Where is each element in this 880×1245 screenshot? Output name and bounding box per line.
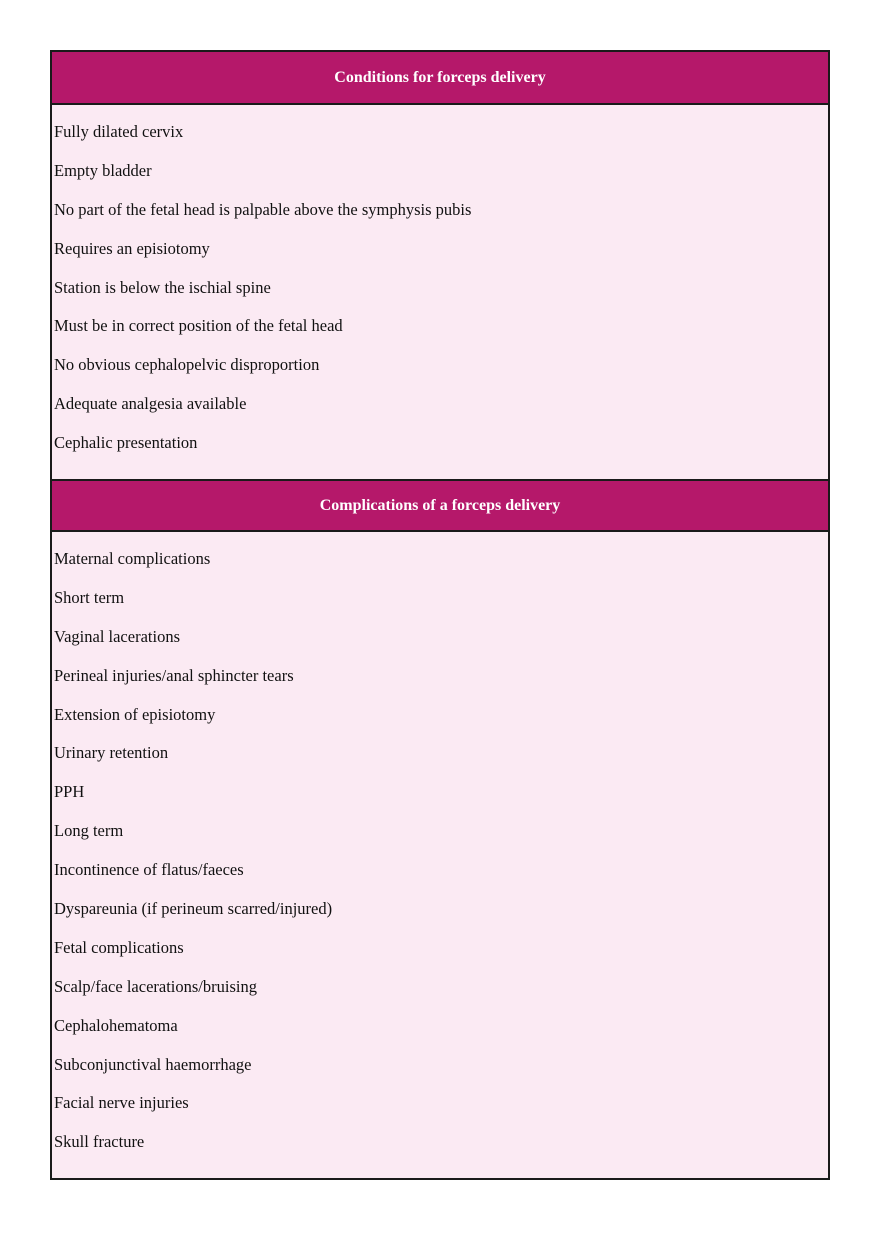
list-item: Cephalohematoma — [54, 1015, 178, 1035]
list-item: Empty bladder — [54, 160, 152, 180]
list-item: Subconjunctival haemorrhage — [54, 1054, 252, 1074]
list-item: Extension of episiotomy — [54, 704, 216, 724]
list-item: No obvious cephalopelvic disproportion — [54, 355, 320, 375]
forceps-delivery-table — [50, 50, 830, 1180]
list-item: Facial nerve injuries — [54, 1093, 189, 1113]
list-item: Urinary retention — [54, 743, 169, 763]
list-item: Fetal complications — [54, 937, 184, 957]
list-item: Vaginal lacerations — [54, 626, 180, 646]
complications-title: Complications of a forceps delivery — [319, 496, 561, 514]
conditions-list — [52, 105, 828, 479]
list-item: Perineal injuries/anal sphincter tears — [54, 665, 294, 685]
list-item: Fully dilated cervix — [54, 122, 184, 141]
complications-list — [52, 532, 828, 1178]
complications-header — [52, 479, 828, 532]
list-item: Incontinence of flatus/faeces — [54, 860, 244, 880]
list-item: Cephalic presentation — [54, 433, 198, 453]
list-item: Dyspareunia (if perineum scarred/injured) — [54, 899, 333, 919]
list-item: Station is below the ischial spine — [54, 277, 271, 297]
list-item: Long term — [54, 821, 124, 841]
conditions-title: Conditions for forceps delivery — [334, 68, 546, 86]
list-item: Adequate analgesia available — [54, 394, 247, 414]
list-item: Must be in correct position of the fetal head — [54, 316, 343, 336]
conditions-header — [52, 52, 828, 105]
list-item: No part of the fetal head is palpable above the symphysis pubis — [54, 199, 472, 219]
list-item: Requires an episiotomy — [54, 238, 210, 258]
list-item: Maternal complications — [54, 549, 211, 569]
list-item: PPH — [54, 782, 85, 802]
list-item: Skull fracture — [54, 1132, 145, 1152]
list-item: Scalp/face lacerations/bruising — [54, 976, 257, 996]
list-item: Short term — [54, 587, 125, 607]
